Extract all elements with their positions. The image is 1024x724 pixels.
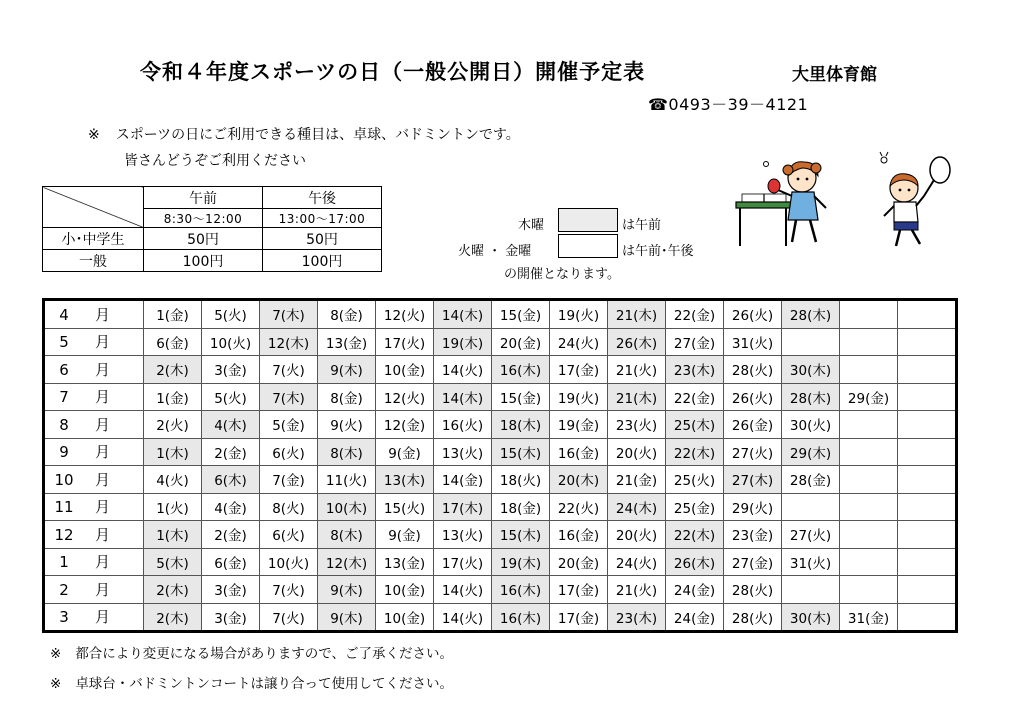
schedule-date: 21(火) [608, 576, 666, 604]
fee-row-label: 一般 [43, 250, 144, 272]
month-number: 10 [54, 470, 74, 489]
empty-cell [840, 521, 898, 549]
schedule-date: 9(木) [318, 576, 376, 604]
empty-cell [898, 548, 957, 576]
month-suffix: 月 [95, 580, 111, 599]
schedule-date: 27(火) [724, 438, 782, 466]
schedule-date: 8(火) [260, 493, 318, 521]
schedule-date: 10(金) [376, 603, 434, 632]
venue-name: 大里体育館 [792, 65, 877, 85]
schedule-date: 3(金) [202, 603, 260, 632]
month-number: 2 [59, 580, 69, 599]
schedule-date: 12(木) [260, 328, 318, 356]
month-label [44, 356, 144, 384]
schedule-date: 13(火) [434, 521, 492, 549]
month-number: 9 [59, 443, 69, 462]
month-suffix: 月 [95, 525, 111, 544]
schedule-date: 17(木) [434, 493, 492, 521]
schedule-date: 22(木) [666, 521, 724, 549]
month-label [44, 576, 144, 604]
schedule-date: 25(木) [666, 411, 724, 439]
schedule-date: 6(金) [144, 328, 202, 356]
schedule-date: 23(火) [608, 411, 666, 439]
empty-cell [782, 493, 840, 521]
schedule-date: 26(木) [608, 328, 666, 356]
month-suffix: 月 [95, 333, 111, 352]
schedule-date: 21(火) [608, 356, 666, 384]
schedule-date: 18(火) [492, 466, 550, 494]
schedule-date: 30(火) [782, 411, 840, 439]
schedule-date: 25(金) [666, 493, 724, 521]
schedule-date: 10(金) [376, 576, 434, 604]
fee-row-general [43, 250, 382, 272]
schedule-date: 4(金) [202, 493, 260, 521]
schedule-date: 8(金) [318, 383, 376, 411]
empty-cell [840, 300, 898, 329]
schedule-date: 7(火) [260, 603, 318, 632]
schedule-date: 19(木) [434, 328, 492, 356]
schedule-date: 10(木) [318, 493, 376, 521]
schedule-date: 26(火) [724, 383, 782, 411]
schedule-date: 24(火) [608, 548, 666, 576]
schedule-date: 4(木) [202, 411, 260, 439]
month-row [44, 300, 957, 329]
month-number: 12 [54, 525, 74, 544]
legend-tuefri-swatch [558, 234, 618, 258]
schedule-date: 20(火) [608, 438, 666, 466]
month-row [44, 411, 957, 439]
schedule-date: 18(金) [492, 493, 550, 521]
schedule-date: 20(木) [550, 466, 608, 494]
schedule-date: 17(火) [434, 548, 492, 576]
schedule-date: 27(火) [782, 521, 840, 549]
schedule-date: 29(金) [840, 383, 898, 411]
month-number: 8 [59, 415, 69, 434]
schedule-date: 17(金) [550, 603, 608, 632]
schedule-date: 9(木) [318, 356, 376, 384]
schedule-date: 25(火) [666, 466, 724, 494]
schedule-date: 28(木) [782, 383, 840, 411]
schedule-date: 15(火) [376, 493, 434, 521]
schedule-date: 5(火) [202, 300, 260, 329]
schedule-date: 7(火) [260, 576, 318, 604]
schedule-date: 30(木) [782, 356, 840, 384]
schedule-date: 17(金) [550, 576, 608, 604]
schedule-date: 12(火) [376, 300, 434, 329]
schedule-date: 7(火) [260, 356, 318, 384]
empty-cell [840, 548, 898, 576]
schedule-date: 9(木) [318, 603, 376, 632]
schedule-date: 15(木) [492, 438, 550, 466]
footnote-1 [50, 642, 453, 662]
schedule-date: 8(木) [318, 438, 376, 466]
month-number: 4 [59, 305, 69, 324]
schedule-date: 2(木) [144, 603, 202, 632]
month-label [44, 411, 144, 439]
month-label [44, 603, 144, 632]
schedule-date: 14(金) [434, 466, 492, 494]
table-tennis-player-icon [728, 150, 838, 250]
schedule-date: 3(金) [202, 576, 260, 604]
empty-cell [782, 328, 840, 356]
legend-tuefri-label: 火曜 ・ 金曜 [458, 244, 532, 259]
schedule-date: 16(木) [492, 356, 550, 384]
schedule-date: 31(火) [724, 328, 782, 356]
schedule-date: 28(金) [782, 466, 840, 494]
schedule-date: 27(金) [666, 328, 724, 356]
month-suffix: 月 [95, 443, 111, 462]
note-sports [88, 124, 520, 144]
fee-time-pm: 13:00～17:00 [263, 209, 382, 228]
schedule-date: 20(金) [550, 548, 608, 576]
schedule-date: 16(木) [492, 603, 550, 632]
schedule-date: 1(木) [144, 438, 202, 466]
month-suffix: 月 [95, 498, 111, 517]
schedule-date: 29(火) [724, 493, 782, 521]
schedule-date: 16(火) [434, 411, 492, 439]
schedule-date: 1(木) [144, 521, 202, 549]
empty-cell [898, 493, 957, 521]
schedule-date: 20(火) [608, 521, 666, 549]
empty-cell [782, 576, 840, 604]
schedule-date: 12(木) [318, 548, 376, 576]
schedule-date: 7(金) [260, 466, 318, 494]
schedule-date: 13(木) [376, 466, 434, 494]
empty-cell [898, 356, 957, 384]
month-row [44, 466, 957, 494]
month-suffix: 月 [95, 415, 111, 434]
schedule-date: 10(金) [376, 356, 434, 384]
empty-cell [840, 411, 898, 439]
empty-cell [840, 493, 898, 521]
empty-cell [898, 521, 957, 549]
fee-header-am: 午前 [144, 187, 263, 209]
schedule-date: 31(火) [782, 548, 840, 576]
schedule-date: 27(金) [724, 548, 782, 576]
schedule-date: 30(木) [782, 603, 840, 632]
schedule-date: 1(火) [144, 493, 202, 521]
month-label [44, 521, 144, 549]
schedule-date: 10(火) [260, 548, 318, 576]
schedule-date: 21(木) [608, 300, 666, 329]
month-number: 3 [59, 608, 69, 627]
month-row [44, 521, 957, 549]
schedule-date: 13(金) [318, 328, 376, 356]
schedule-date: 22(木) [666, 438, 724, 466]
month-label [44, 438, 144, 466]
schedule-date: 6(火) [260, 521, 318, 549]
fee-row-student [43, 228, 382, 250]
month-row [44, 603, 957, 632]
schedule-date: 9(金) [376, 521, 434, 549]
schedule-date: 18(木) [492, 411, 550, 439]
schedule-date: 9(火) [318, 411, 376, 439]
empty-cell [898, 411, 957, 439]
month-row [44, 356, 957, 384]
fee-cell: 100円 [144, 250, 263, 272]
badminton-player-icon [860, 150, 960, 250]
fee-table [42, 186, 382, 272]
month-row [44, 576, 957, 604]
schedule-date: 22(金) [666, 383, 724, 411]
schedule-date: 22(火) [550, 493, 608, 521]
schedule-date: 12(金) [376, 411, 434, 439]
month-number: 1 [59, 553, 69, 572]
footnote-mark: ※ [50, 676, 62, 692]
fee-row-label: 小･中学生 [43, 228, 144, 250]
note-line-2: 皆さんどうぞご利用ください [124, 153, 306, 169]
schedule-date: 11(火) [318, 466, 376, 494]
month-label [44, 300, 144, 329]
schedule-date: 8(木) [318, 521, 376, 549]
empty-cell [898, 300, 957, 329]
legend-thu-label: 木曜 [518, 218, 545, 233]
empty-cell [898, 603, 957, 632]
schedule-date: 17(金) [550, 356, 608, 384]
legend-thu-desc: は午前 [622, 218, 662, 233]
schedule-date: 20(金) [492, 328, 550, 356]
schedule-date: 19(木) [492, 548, 550, 576]
schedule-date: 1(金) [144, 300, 202, 329]
schedule-date: 19(火) [550, 383, 608, 411]
schedule-date: 23(木) [666, 356, 724, 384]
schedule-date: 2(火) [144, 411, 202, 439]
schedule-date: 24(木) [608, 493, 666, 521]
schedule-date: 24(金) [666, 576, 724, 604]
schedule-date: 14(木) [434, 300, 492, 329]
month-suffix: 月 [95, 470, 111, 489]
empty-cell [840, 328, 898, 356]
page-title: 令和４年度スポーツの日（一般公開日）開催予定表 [140, 60, 646, 84]
note-line-1: スポーツの日にご利用できる種目は、卓球、バドミントンです。 [115, 127, 520, 143]
schedule-date: 16(木) [492, 576, 550, 604]
schedule-date: 5(金) [260, 411, 318, 439]
month-suffix: 月 [95, 360, 111, 379]
schedule-date: 28(火) [724, 576, 782, 604]
month-row [44, 438, 957, 466]
empty-cell [840, 438, 898, 466]
month-suffix: 月 [95, 553, 111, 572]
empty-cell [898, 466, 957, 494]
empty-cell [840, 576, 898, 604]
schedule-table [42, 298, 958, 633]
month-number: 11 [54, 498, 74, 517]
schedule-date: 7(木) [260, 300, 318, 329]
note-mark: ※ [88, 127, 100, 143]
schedule-date: 16(金) [550, 521, 608, 549]
month-label [44, 493, 144, 521]
fee-header-pm: 午後 [263, 187, 382, 209]
month-number: 7 [59, 388, 69, 407]
schedule-date: 6(木) [202, 466, 260, 494]
schedule-date: 31(金) [840, 603, 898, 632]
schedule-date: 14(火) [434, 603, 492, 632]
month-suffix: 月 [95, 608, 111, 627]
fee-cell: 50円 [144, 228, 263, 250]
schedule-date: 26(金) [724, 411, 782, 439]
legend-footer: の開催となります。 [504, 267, 620, 282]
schedule-date: 13(火) [434, 438, 492, 466]
schedule-date: 5(木) [144, 548, 202, 576]
schedule-date: 26(木) [666, 548, 724, 576]
schedule-date: 15(木) [492, 521, 550, 549]
schedule-date: 23(金) [724, 521, 782, 549]
schedule-date: 2(木) [144, 576, 202, 604]
schedule-date: 2(木) [144, 356, 202, 384]
schedule-date: 19(金) [550, 411, 608, 439]
month-row [44, 493, 957, 521]
footnote-line-2: 卓球台・バドミントンコートは譲り合って使用してください。 [75, 676, 454, 692]
fee-time-am: 8:30～12:00 [144, 209, 263, 228]
month-label [44, 328, 144, 356]
month-row [44, 383, 957, 411]
legend-thu-swatch [558, 208, 618, 232]
fee-table-corner [43, 187, 144, 228]
schedule-date: 1(金) [144, 383, 202, 411]
month-suffix: 月 [95, 305, 111, 324]
schedule-date: 17(火) [376, 328, 434, 356]
schedule-date: 14(木) [434, 383, 492, 411]
schedule-date: 6(金) [202, 548, 260, 576]
schedule-date: 6(火) [260, 438, 318, 466]
schedule-date: 10(火) [202, 328, 260, 356]
schedule-date: 26(火) [724, 300, 782, 329]
month-label [44, 548, 144, 576]
month-number: 6 [59, 360, 69, 379]
schedule-date: 9(金) [376, 438, 434, 466]
footnote-line-1: 都合により変更になる場合がありますので、ご了承ください。 [75, 646, 454, 662]
empty-cell [898, 438, 957, 466]
schedule-date: 21(金) [608, 466, 666, 494]
empty-cell [840, 356, 898, 384]
schedule-date: 24(金) [666, 603, 724, 632]
schedule-date: 16(金) [550, 438, 608, 466]
fee-cell: 50円 [263, 228, 382, 250]
phone-number: ☎0493－39－4121 [648, 95, 809, 114]
schedule-date: 29(木) [782, 438, 840, 466]
schedule-date: 19(火) [550, 300, 608, 329]
schedule-date: 2(金) [202, 521, 260, 549]
month-number: 5 [59, 333, 69, 352]
schedule-date: 23(木) [608, 603, 666, 632]
month-label [44, 466, 144, 494]
empty-cell [898, 383, 957, 411]
schedule-date: 12(火) [376, 383, 434, 411]
schedule-date: 4(火) [144, 466, 202, 494]
empty-cell [898, 328, 957, 356]
schedule-date: 14(火) [434, 576, 492, 604]
legend-tuefri-desc: は午前･午後 [622, 244, 694, 259]
month-row [44, 548, 957, 576]
schedule-date: 28(火) [724, 356, 782, 384]
schedule-date: 3(金) [202, 356, 260, 384]
schedule-date: 13(金) [376, 548, 434, 576]
schedule-date: 8(金) [318, 300, 376, 329]
schedule-date: 28(木) [782, 300, 840, 329]
schedule-date: 24(火) [550, 328, 608, 356]
schedule-date: 7(木) [260, 383, 318, 411]
schedule-date: 5(火) [202, 383, 260, 411]
footnote-2 [50, 672, 453, 692]
month-label [44, 383, 144, 411]
schedule-date: 15(金) [492, 383, 550, 411]
schedule-date: 21(木) [608, 383, 666, 411]
schedule-date: 14(火) [434, 356, 492, 384]
fee-cell: 100円 [263, 250, 382, 272]
empty-cell [898, 576, 957, 604]
month-suffix: 月 [95, 388, 111, 407]
month-row [44, 328, 957, 356]
schedule-date: 27(木) [724, 466, 782, 494]
schedule-date: 22(金) [666, 300, 724, 329]
schedule-date: 15(金) [492, 300, 550, 329]
schedule-date: 2(金) [202, 438, 260, 466]
footnote-mark: ※ [50, 646, 62, 662]
empty-cell [840, 466, 898, 494]
schedule-date: 28(火) [724, 603, 782, 632]
